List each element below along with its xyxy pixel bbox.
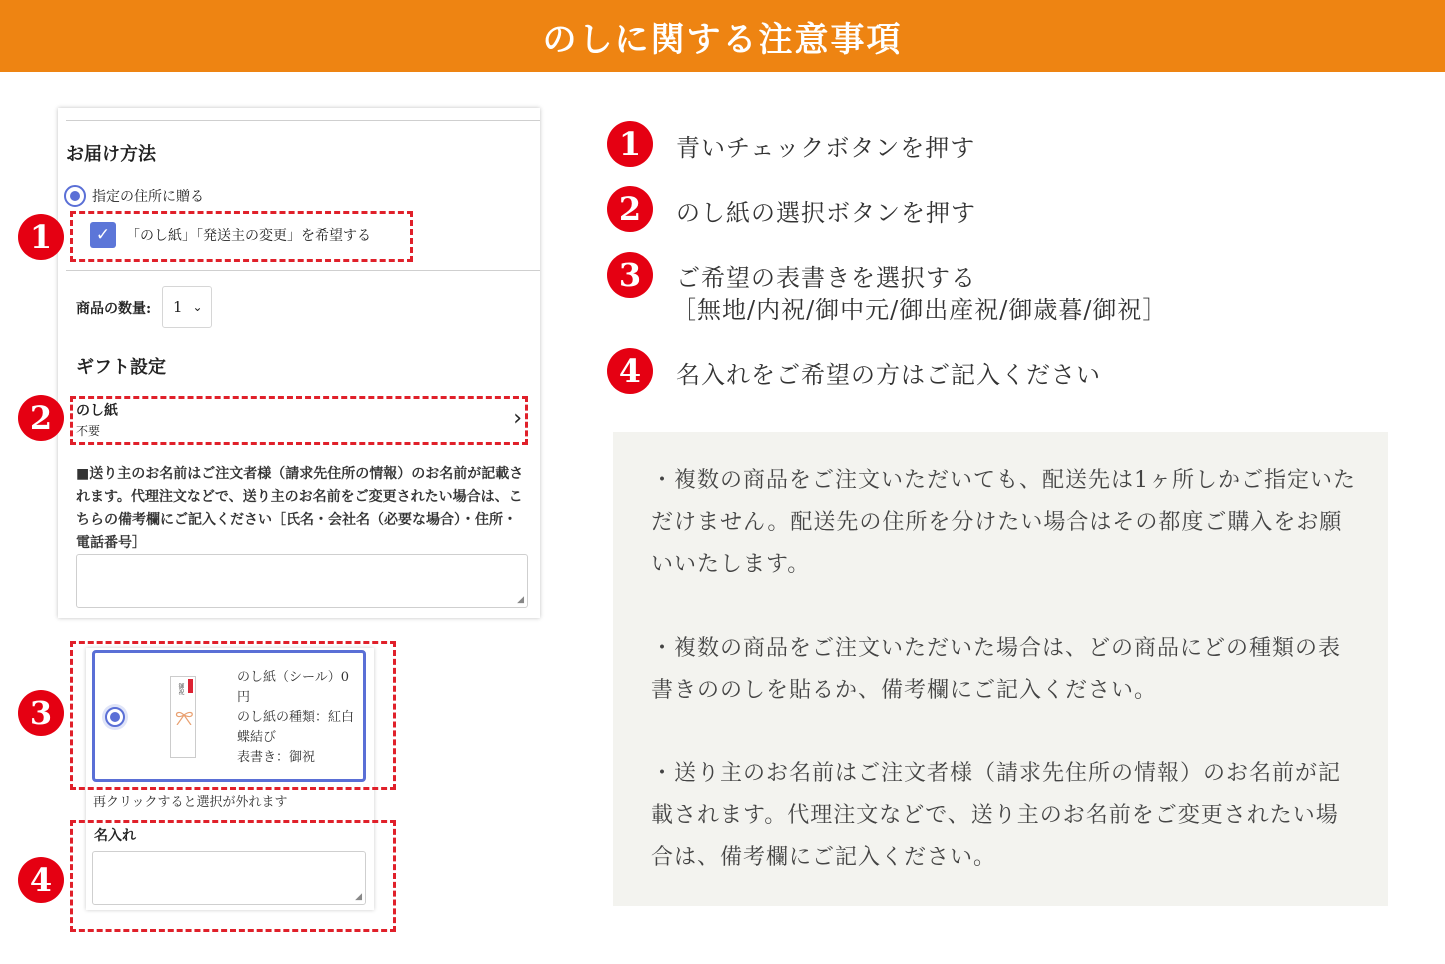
- noshi-option-omote: 表書き：御祝: [237, 750, 316, 765]
- naire-label: 名入れ: [94, 828, 136, 844]
- noshi-option-title: のし紙（シール）0円: [237, 670, 350, 705]
- note-1: ・複数の商品をご注文いただいても、配送先は1ヶ所しかご指定いただけません。配送先の住所を分けたい場合はその都度ご購入をお願いいたします。: [651, 468, 1356, 577]
- delivery-radio[interactable]: [64, 185, 86, 207]
- quantity-value: 1: [173, 298, 183, 316]
- page-title: のしに関する注意事項: [542, 19, 903, 60]
- noshi-checkbox-label: 「のし紙」「発送主の変更」を希望する: [126, 228, 371, 244]
- resize-handle-icon: ◢: [517, 595, 524, 605]
- order-form-panel: [58, 108, 540, 618]
- delivery-radio-row[interactable]: [64, 185, 204, 207]
- step-badge-4: 4: [18, 857, 64, 903]
- notes-box: [613, 432, 1388, 906]
- step-badge-3: 3: [607, 252, 653, 298]
- page-header: [0, 0, 1445, 72]
- step-3-text: ご希望の表書きを選択する: [676, 264, 976, 292]
- step-badge-1: 1: [607, 121, 653, 167]
- step-badge-3: 3: [18, 690, 64, 736]
- noshi-option-type: のし紙の種類：紅白蝶結び: [237, 710, 355, 745]
- note-2: ・複数の商品をご注文いただいた場合は、どの商品にどの種類の表書きののしを貼るか、備考欄にご記入ください。: [651, 636, 1342, 703]
- delivery-title: お届け方法: [66, 144, 156, 165]
- highlight-box-3: [70, 641, 396, 790]
- delivery-radio-label: 指定の住所に贈る: [92, 189, 204, 205]
- quantity-select[interactable]: [162, 286, 212, 328]
- noshi-label: のし紙: [76, 403, 118, 419]
- quantity-label: 商品の数量:: [76, 301, 152, 317]
- chevron-down-icon: ⌄: [192, 300, 203, 314]
- step-4-text: 名入れをご希望の方はご記入ください: [676, 361, 1101, 389]
- chevron-right-icon: ›: [513, 406, 522, 431]
- highlight-box-1: [70, 211, 413, 262]
- step-3-options: ［無地/内祝/御中元/御出産祝/御歳暮/御祝］: [672, 296, 1168, 324]
- note-3: ・送り主のお名前はご注文者様（請求先住所の情報）のお名前が記載されます。代理注文などで、送り主のお名前をご変更されたい場合は、備考欄にご記入ください。: [651, 761, 1342, 870]
- noshi-paper-text: 御祝: [177, 683, 184, 695]
- step-badge-2: 2: [18, 395, 64, 441]
- gift-title: ギフト設定: [76, 357, 166, 378]
- step-badge-1: 1: [18, 214, 64, 260]
- step-2-text: のし紙の選択ボタンを押す: [676, 199, 976, 227]
- check-icon: ✓: [95, 225, 111, 245]
- resize-handle-icon: ◢: [355, 892, 362, 902]
- reclick-hint: 再クリックすると選択が外れます: [93, 795, 288, 810]
- noshi-value: 不要: [76, 424, 101, 438]
- highlight-box-2: [70, 396, 528, 445]
- remarks-textarea[interactable]: [76, 554, 528, 608]
- step-badge-2: 2: [607, 186, 653, 232]
- divider: [66, 120, 540, 121]
- highlight-box-4: [70, 820, 396, 932]
- step-1-text: 青いチェックボタンを押す: [676, 134, 976, 162]
- sender-note: ■送り主のお名前はご注文者様（請求先住所の情報）のお名前が記載されます。代理注文などで、送り主のお名前をご変更されたい場合は、こちらの備考欄にご記入ください［氏名・会社名（必要な場合）・住所・電話番号］: [76, 466, 524, 551]
- divider: [66, 270, 540, 271]
- step-badge-4: 4: [607, 348, 653, 394]
